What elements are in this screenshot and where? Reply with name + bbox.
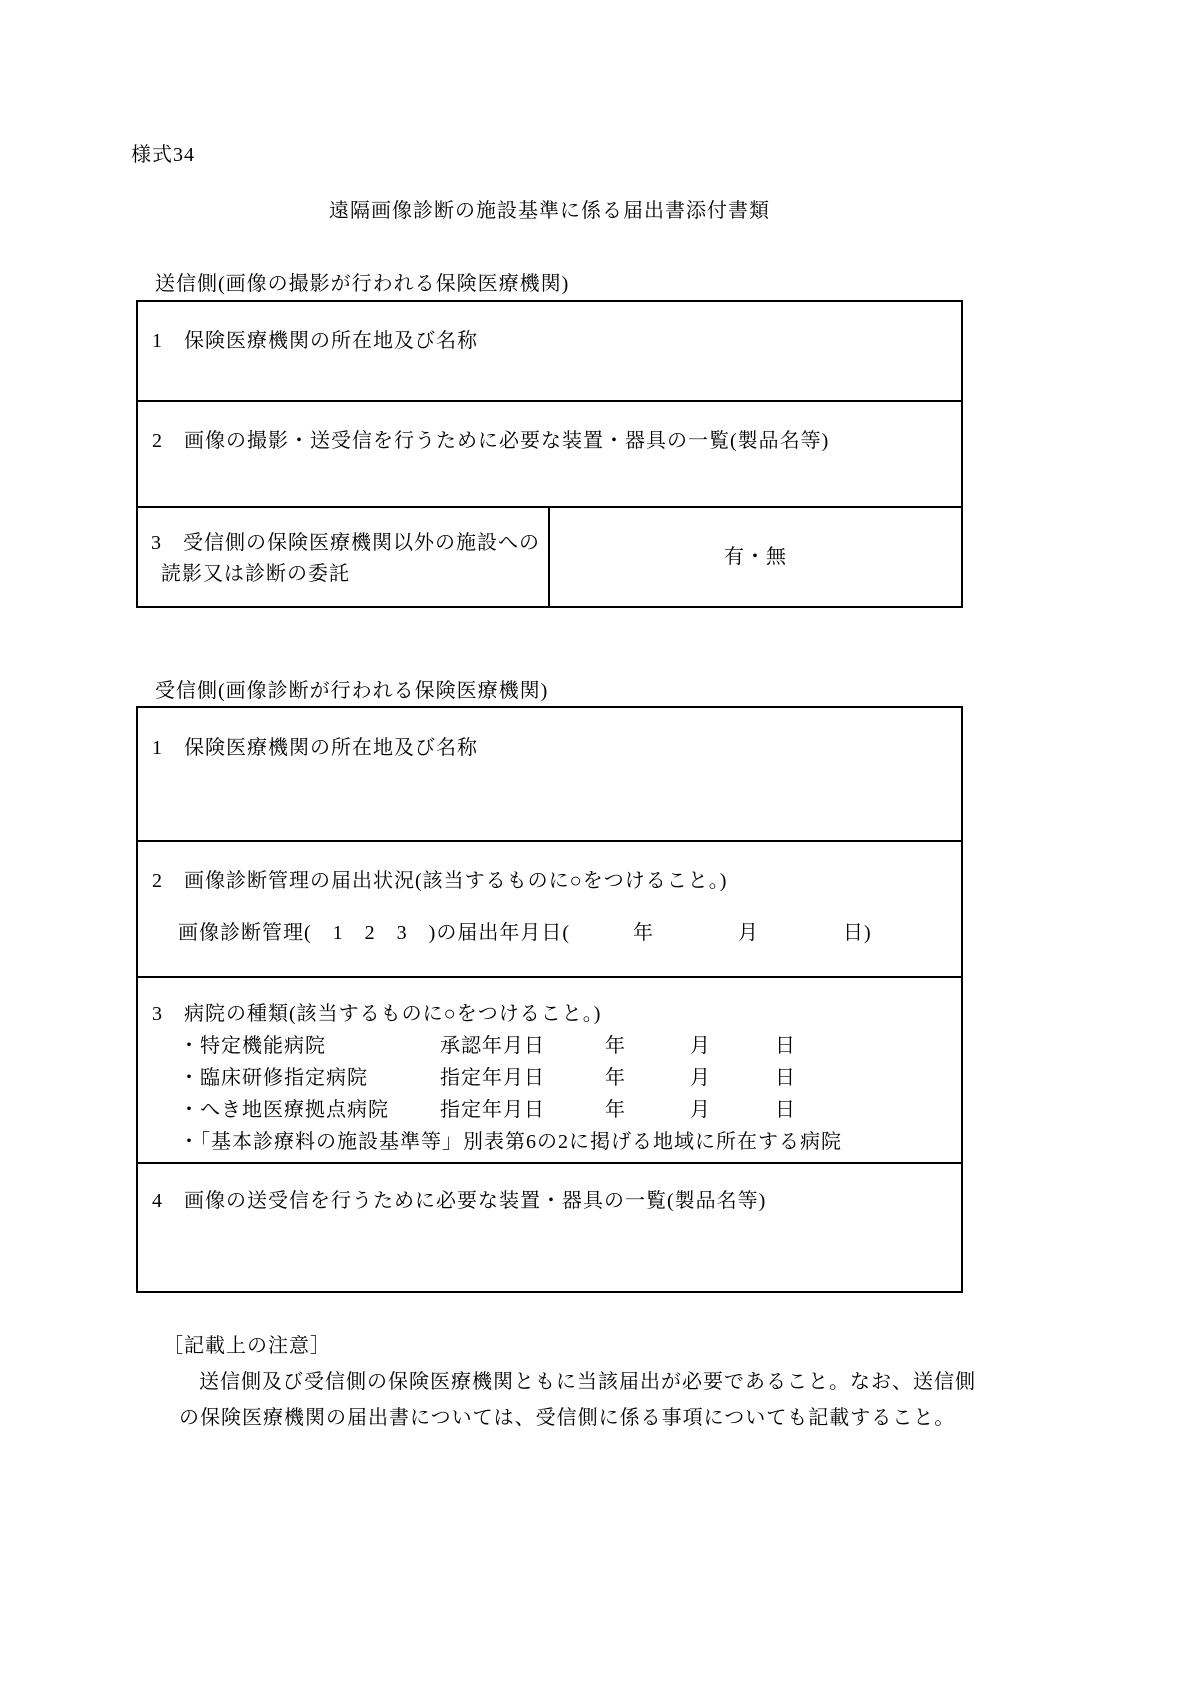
receiver-table	[136, 706, 963, 1293]
hospital-type-name: ・へき地医療拠点病院	[179, 1099, 389, 1121]
hospital-type-row	[179, 1062, 947, 1094]
notes-line-1: 送信側及び受信側の保険医療機関ともに当該届出が必要であること。なお、送信側	[199, 1371, 976, 1393]
hospital-type-month-label: 月	[690, 1099, 711, 1121]
hospital-type-title: 3 病院の種類(該当するものに○をつけること。)	[152, 1003, 602, 1025]
hospital-type-day-label: 日	[775, 1067, 796, 1089]
hospital-type-year-label: 年	[605, 1035, 626, 1057]
hospital-type-name: ・臨床研修指定病院	[179, 1067, 368, 1089]
receiver-row-equipment-text: 4 画像の送受信を行うために必要な装置・器具の一覧(製品名等)	[152, 1190, 767, 1212]
receiver-row-hospital-type-cell	[138, 978, 961, 1158]
sender-row-equipment	[138, 402, 961, 508]
sender-row-outsourcing-line1: 3 受信側の保険医療機関以外の施設への	[151, 532, 540, 554]
sender-section-label: 送信側(画像の撮影が行われる保険医療機関)	[155, 273, 570, 295]
hospital-type-year-label: 年	[605, 1099, 626, 1121]
sender-row-outsourcing	[138, 508, 961, 606]
receiver-row-location-name-text: 1 保険医療機関の所在地及び名称	[152, 737, 478, 759]
receiver-row-location-name	[138, 708, 961, 842]
hospital-type-area-item: ・「基本診療料の施設基準等」別表第6の2に掲げる地域に所在する病院	[179, 1131, 842, 1153]
form-title: 遠隔画像診断の施設基準に係る届出書添付書類	[329, 200, 770, 222]
hospital-type-day-label: 日	[775, 1099, 796, 1121]
hospital-type-month-label: 月	[690, 1067, 711, 1089]
hospital-type-row	[179, 1030, 947, 1062]
notes-line-2: の保険医療機関の届出書については、受信側に係る事項についても記載すること。	[179, 1407, 956, 1429]
hospital-type-day-label: 日	[775, 1035, 796, 1057]
hospital-type-name: ・特定機能病院	[179, 1035, 326, 1057]
hospital-type-date-label: 指定年月日	[440, 1067, 545, 1089]
sender-row-location-name-text: 1 保険医療機関の所在地及び名称	[152, 330, 478, 352]
sender-row-outsourcing-choice: 有・無	[724, 546, 787, 568]
sender-row-outsourcing-line2: 読影又は診断の委託	[161, 563, 350, 585]
hospital-type-year-label: 年	[605, 1067, 626, 1089]
sender-row-equipment-text: 2 画像の撮影・送受信を行うために必要な装置・器具の一覧(製品名等)	[152, 430, 830, 452]
form-number: 様式34	[131, 144, 195, 166]
receiver-row-notification-status	[138, 842, 961, 978]
notes-heading: ［記載上の注意］	[163, 1335, 331, 1357]
hospital-type-date-label: 承認年月日	[440, 1035, 545, 1057]
receiver-section-label: 受信側(画像診断が行われる保険医療機関)	[155, 680, 549, 702]
sender-row-outsourcing-label	[138, 508, 550, 606]
hospital-type-row	[179, 1094, 947, 1126]
hospital-type-date-label: 指定年月日	[440, 1099, 545, 1121]
receiver-notification-status-line1: 2 画像診断管理の届出状況(該当するものに○をつけること。)	[152, 870, 728, 892]
sender-table	[136, 300, 963, 608]
receiver-row-equipment	[138, 1164, 961, 1291]
receiver-notification-status-line2: 画像診断管理( 1 2 3 )の届出年月日( 年 月 日)	[178, 922, 872, 944]
receiver-row-hospital-type	[138, 978, 961, 1164]
hospital-type-month-label: 月	[690, 1035, 711, 1057]
receiver-row-notification-status-cell	[138, 842, 961, 948]
sender-row-location-name	[138, 302, 961, 402]
